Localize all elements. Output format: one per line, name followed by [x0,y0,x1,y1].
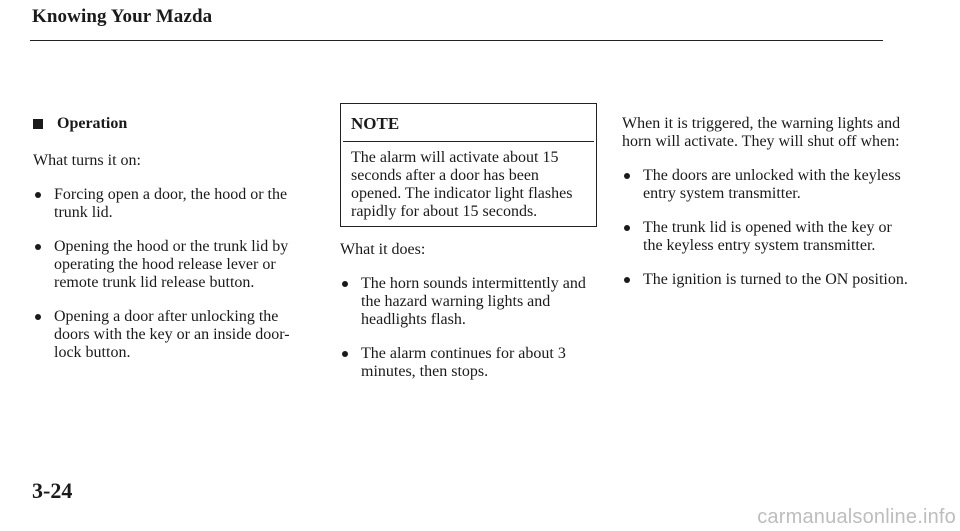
bullet-icon [624,225,630,231]
list-item: Opening the hood or the trunk lid by operating the hood release lever or remote trunk lid release button. [33,238,313,292]
header-rule [30,40,883,41]
column-operation [33,115,313,378]
bullet-icon [342,281,348,287]
page-header: Knowing Your Mazda [32,6,213,27]
bullet-icon [624,277,630,283]
list-item: Forcing open a door, the hood or the trunk lid. [33,186,313,222]
bullet-icon [342,351,348,357]
shut-off-intro: When it is triggered, the warning lights and horn will activate. They will shut off when: [622,115,901,150]
bullet-icon [624,173,630,179]
list-item: Opening a door after unlocking the doors with the key or an inside door-lock button. [33,308,313,362]
column-shut-off [622,115,912,305]
watermark: carmanualsonline.info [757,506,956,528]
shut-off-list [622,167,912,289]
list-item: The ignition is turned to the ON position. [622,271,912,289]
note-body: The alarm will activate about 15 seconds after a door has been opened. The indicator light flashes rapidly for about 15 seconds. [351,149,573,220]
list-item: The horn sounds intermittently and the hazard warning lights and headlights flash. [340,275,602,329]
what-it-does-list [340,275,602,381]
turns-on-list [33,186,313,362]
list-item: The trunk lid is opened with the key or the keyless entry system transmitter. [622,219,912,255]
list-item: The alarm continues for about 3 minutes, then stops. [340,345,602,381]
note-title: NOTE [351,114,400,133]
square-bullet-icon [33,119,43,129]
turns-on-intro: What turns it on: [33,152,141,169]
page-number: 3-24 [32,478,73,503]
bullet-icon [35,244,41,250]
section-heading-text: Operation [57,115,128,132]
list-item: The doors are unlocked with the keyless entry system transmitter. [622,167,912,203]
what-it-does-intro: What it does: [340,241,426,258]
bullet-icon [35,192,41,198]
column-what-it-does [340,103,602,397]
note-box [340,103,597,227]
bullet-icon [35,314,41,320]
section-heading [33,115,313,133]
